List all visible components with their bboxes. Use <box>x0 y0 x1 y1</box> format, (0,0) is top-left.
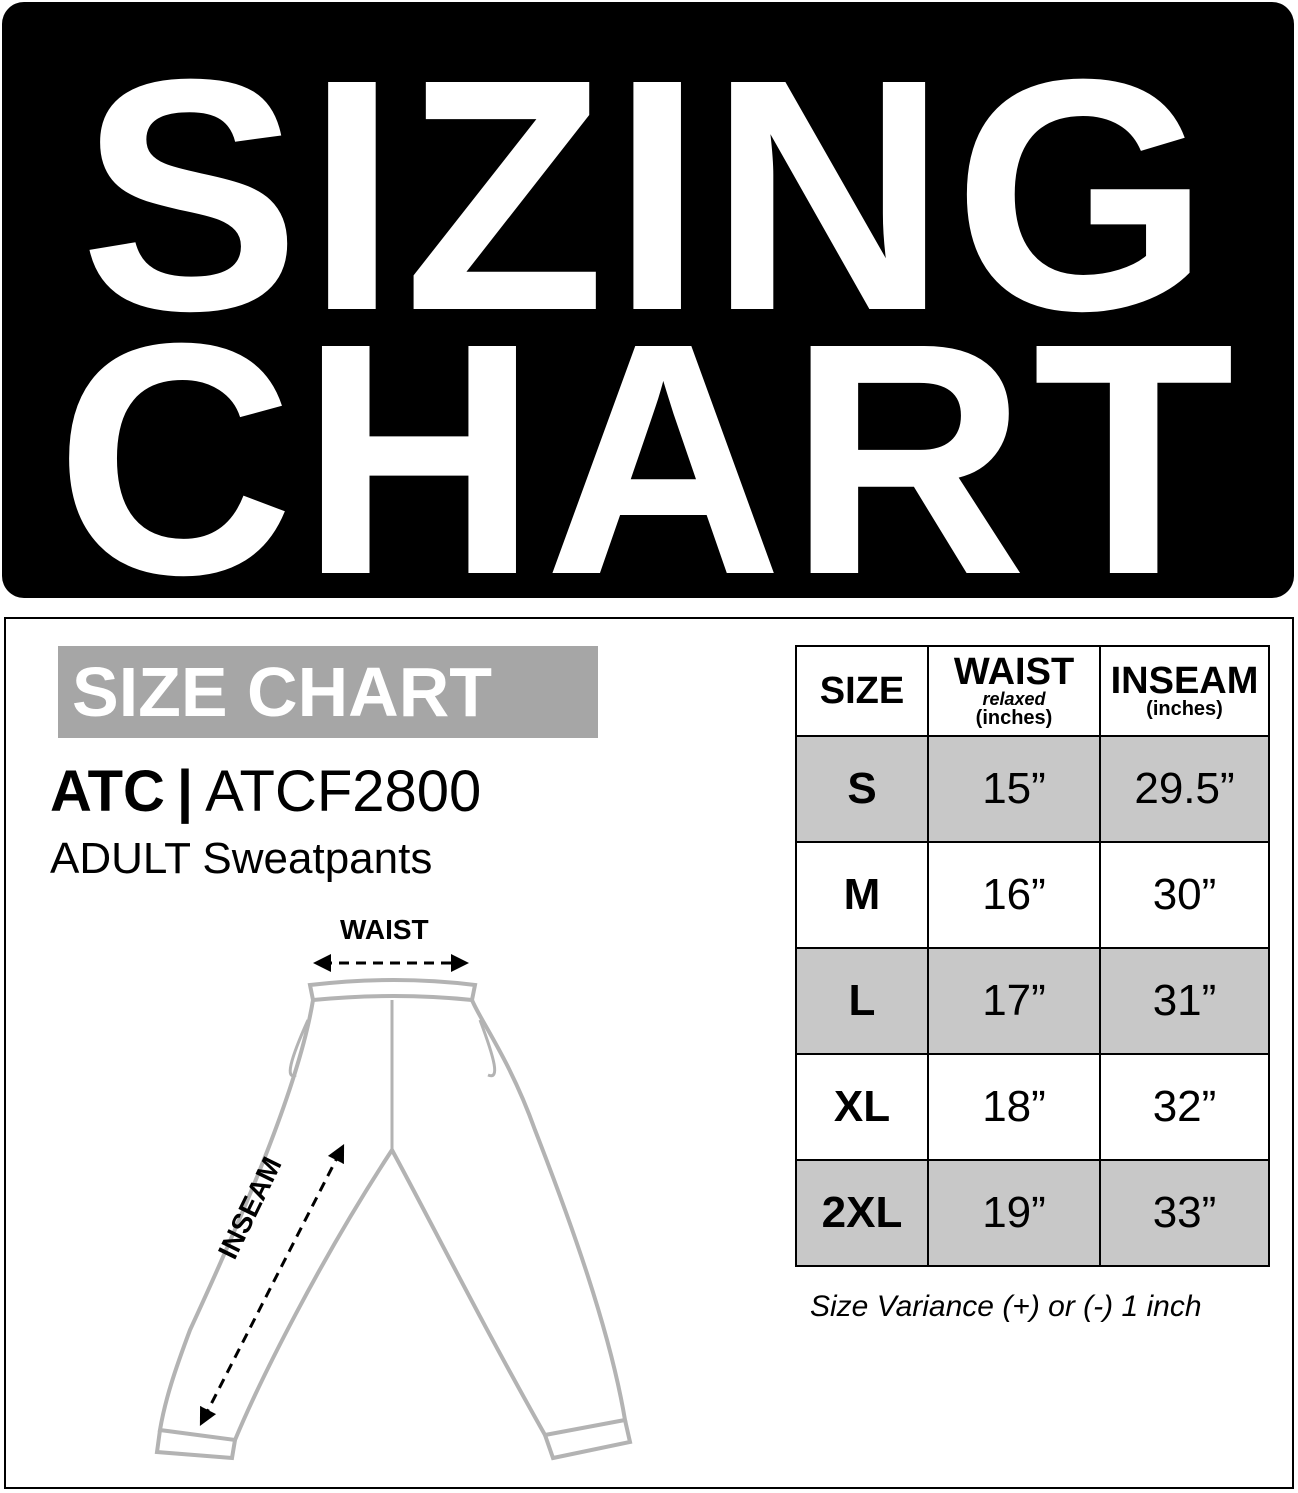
size-cell: XL <box>796 1054 928 1160</box>
waist-cell: 18” <box>928 1054 1100 1160</box>
waist-header-note: relaxed <box>982 689 1046 709</box>
size-cell: 2XL <box>796 1160 928 1266</box>
waist-header-unit: (inches) <box>975 707 1053 729</box>
inseam-cell: 30” <box>1100 842 1269 948</box>
banner-title-line-1: SIZING <box>79 10 1217 379</box>
inseam-cell: 29.5” <box>1100 736 1269 842</box>
title-banner <box>2 2 1294 643</box>
waist-cell: 19” <box>928 1160 1100 1266</box>
waist-cell: 15” <box>928 736 1100 842</box>
waist-header-text: WAIST <box>953 651 1075 693</box>
size-column-header: SIZE <box>796 646 928 736</box>
inseam-measure-label: INSEAM <box>212 1152 288 1264</box>
size-cell: L <box>796 948 928 1054</box>
table-row <box>796 948 1269 1054</box>
inseam-column-header <box>1100 646 1269 736</box>
left-pocket-shape <box>290 1020 308 1076</box>
waist-cell: 17” <box>928 948 1100 1054</box>
sweatpants-diagram <box>140 940 650 1470</box>
size-cell: S <box>796 736 928 842</box>
inseam-header-text: INSEAM <box>1110 660 1259 702</box>
size-table <box>795 645 1270 1267</box>
banner-title-line-2: CHART <box>55 274 1241 643</box>
waist-measure-label: WAIST <box>340 914 429 945</box>
size-chart-heading: SIZE CHART <box>58 646 598 738</box>
waistband-shape <box>310 980 475 1000</box>
table-row <box>796 842 1269 948</box>
table-row <box>796 1054 1269 1160</box>
table-row <box>796 1160 1269 1266</box>
inseam-header-unit: (inches) <box>1146 698 1223 720</box>
waist-column-header <box>928 646 1100 736</box>
table-header-row <box>796 646 1269 736</box>
table-row <box>796 736 1269 842</box>
inseam-cell: 31” <box>1100 948 1269 1054</box>
waist-cell: 16” <box>928 842 1100 948</box>
model-number: ATCF2800 <box>205 759 482 824</box>
inseam-cell: 33” <box>1100 1160 1269 1266</box>
brand-name: ATC <box>50 759 165 824</box>
brand-model-line <box>50 757 481 827</box>
brand-separator: | <box>176 759 194 824</box>
inseam-cell: 32” <box>1100 1054 1269 1160</box>
size-variance-note: Size Variance (+) or (-) 1 inch <box>810 1290 1202 1323</box>
size-cell: M <box>796 842 928 948</box>
product-name: ADULT Sweatpants <box>50 834 433 883</box>
